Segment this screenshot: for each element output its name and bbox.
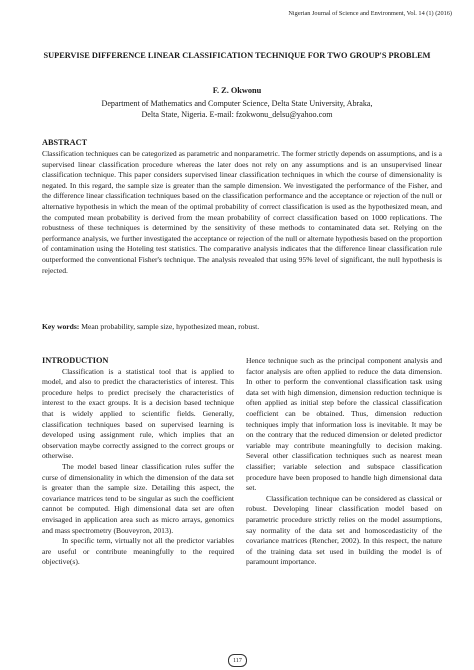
introduction-heading: INTRODUCTION — [42, 356, 109, 365]
keywords — [42, 322, 442, 333]
left-paragraph-2: The model based linear classification rules suffer the curse of dimensionality in which the dimension of the data set is greater than the sample size. Detailing this aspect, the covariance matrices tend to be singular as such the coefficient cannot be computed. High dimensional data set are often envisaged in application area such as micro arrays, genomics and mass spectrometry (Bouveyron, 2013). — [42, 461, 234, 535]
author-name: F. Z. Okwonu — [212, 86, 262, 95]
abstract-text: Classification techniques can be categorized as parametric and nonparametric. The former strictly depends on assumptions, and is a supervised linear classification procedure whereas the later does not rely on any assumptions and is an unsupervised linear classification technique. This paper considers supervised linear classification techniques in which the course of dimensionality is negated. In this regard, the sample size is greater than the sample dimension. We investigated the performance of the Fisher, and the difference linear classification techniques based on the classification performance and the acceptance or rejection of the null or alternative hypothesis in which the mean of the optimal probability of correct classification is used as the hypothesized mean, and the computed mean probability is derived from the mean probability of correct classification based on 1000 replications. The robustness of these techniques is determined by the sensitivity of these methods to contaminated data set. Relying on the performance analysis, we further investigated the acceptance or rejection of the null or alternate hypothesis based on the proportion of contamination using the Hoteling test statistics. The comparative analysis indicates that the difference linear classification rule outperformed the conventional Fisher's technique. The analysis revealed that using 95% level of significant, the null hypothesis is rejected. — [42, 149, 442, 275]
right-paragraph-1: Hence technique such as the principal component analysis and factor analysis are often applied to reduce the data dimension. In other to perform the conventional classification task using data set with high dimension, dimension reduction technique is often applied as initial step before the classical classification coefficient can be obtained. Thus, dimension reduction techniques imply that information loss is inevitable. It may be on the contrary that the reduced dimension or deleted predictor variable may contribute meaningfully to decision making. Several other classification techniques such as nearest mean classifier; variable selection and subspace classification procedure have been proposed to handle high dimensional data set. — [246, 356, 442, 493]
author-affiliation — [30, 98, 444, 120]
abstract-heading: ABSTRACT — [42, 138, 88, 147]
left-paragraph-1: Classification is a statistical tool that is applied to model, and also to predict the characteristics of interest. This procedure helps to predict precisely the characteristics of interest to the exact groups. It is a decision based technique that is widely applied to scientific fields. Generally, classification techniques based on supervised learning is developed using assignment rule, which implies that an observation maybe correctly assigned to the correct groups or otherwise. — [42, 366, 234, 461]
keywords-label: Key words: — [42, 322, 80, 331]
keywords-text: Mean probability, sample size, hypothesized mean, robust. — [79, 322, 260, 331]
paper-title: SUPERVISE DIFFERENCE LINEAR CLASSIFICATION TECHNIQUE FOR TWO GROUP'S PROBLEM — [43, 51, 431, 60]
page-number: 117 — [228, 654, 247, 667]
affiliation-line-2: Delta State, Nigeria. E-mail: fzokwonu_delsu@yahoo.com — [141, 110, 333, 119]
journal-header: Nigerian Journal of Science and Environment, Vol. 14 (1) (2016) — [288, 10, 452, 17]
left-paragraph-3: In specific term, virtually not all the predictor variables are useful or contribute meaningfully to the required objective(s). — [42, 536, 234, 567]
right-column — [246, 356, 442, 568]
affiliation-line-1: Department of Mathematics and Computer Science, Delta State University, Abraka, — [101, 99, 373, 108]
left-column — [42, 356, 234, 568]
right-paragraph-2: Classification technique can be considered as classical or robust. Developing linear classification model based on parametric procedure strictly relies on the model assumptions, say normality of the data set and homoscedasticity of the covariance matrices (Rencher, 2002). In this respect, the nature of the training data set used in building the model is of paramount importance. — [246, 493, 442, 567]
